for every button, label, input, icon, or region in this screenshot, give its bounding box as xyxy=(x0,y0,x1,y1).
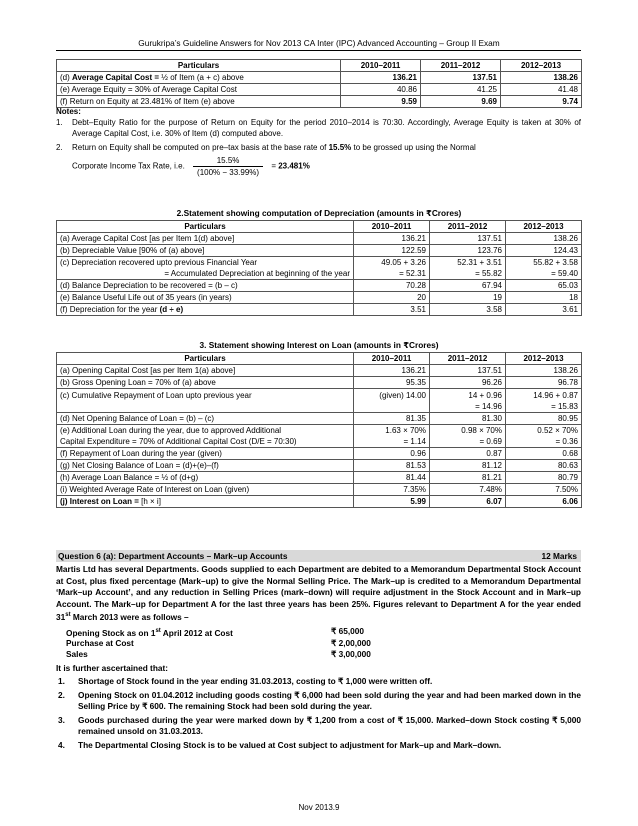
cell-value: 41.25 xyxy=(421,84,501,96)
formula-fraction xyxy=(193,155,263,178)
note-number: 1. xyxy=(56,118,63,127)
note-text: Debt–Equity Ratio for the purpose of Return on Equity for the period 2010–2014 is 70:30. Accordingly, Average Equity is taken at 30% of Average Capital Cost, i.e. 30% of Item (d) computed above. xyxy=(72,118,581,138)
tax-formula xyxy=(56,155,581,178)
formula-equals: = xyxy=(271,161,276,171)
cell-line: 0.52 × 70% xyxy=(537,426,578,435)
cell-value xyxy=(506,257,582,280)
list-text: Shortage of Stock found in the year ending 31.03.2013, costing to ₹ 1,000 were written off. xyxy=(78,676,433,687)
cell-value: 81.12 xyxy=(430,460,506,472)
para-sup: st xyxy=(65,612,71,618)
list-text: The Departmental Closing Stock is to be valued at Cost subject to adjustment for Mark–up and Mark–down. xyxy=(78,739,502,750)
question-paragraph xyxy=(56,564,581,623)
col-header: 2011–2012 xyxy=(430,221,506,233)
cell-line: = 15.83 xyxy=(551,401,578,411)
table-row xyxy=(57,257,582,280)
cell-line: = 52.31 xyxy=(399,269,426,278)
cell-value xyxy=(506,425,582,448)
figure-label-text: Opening Stock as on 1 xyxy=(66,628,156,639)
cell-line: 0.98 × 70% xyxy=(461,426,502,435)
table-row xyxy=(57,304,582,316)
table-row xyxy=(57,72,582,84)
label-pre: (d) xyxy=(60,73,72,82)
cell-value: 95.35 xyxy=(354,377,430,389)
interest-on-loan-table xyxy=(56,352,582,508)
table-row xyxy=(57,472,582,484)
para-text: Martis Ltd has several Departments. Goods supplied to each Department are debited to a Memorandum Departmental Stock Account at Cost, plus fixed percentage (Mark–up) to give the Normal Selling Price. The Mark–up is credited to a Memorandum Departmental ‘Mark–up Account’, and any reduction in Selling Prices (mark–down) will require adjustment in the Stock Account and in Mark–up Account. The Mark–up for Department A for the last three years has been 25%. Figures relevant to Department A for the year ended 31 xyxy=(56,564,581,622)
table-row xyxy=(57,389,582,413)
label-pre: (f) Depreciation for the year xyxy=(60,305,160,314)
row-label: (f) Return on Equity at 23.481% of Item (e) above xyxy=(57,96,341,108)
row-label xyxy=(57,72,341,84)
table-row xyxy=(57,365,582,377)
cell-line: = 55.82 xyxy=(475,269,502,278)
cell-value: 19 xyxy=(430,292,506,304)
col-header: 2010–2011 xyxy=(354,353,430,365)
cell-value: 5.99 xyxy=(354,496,430,508)
col-header: Particulars xyxy=(57,221,354,233)
label-post: ½ of Item (a + c) above xyxy=(159,73,244,82)
label-post: [h × i] xyxy=(138,497,161,506)
cell-value: 81.30 xyxy=(430,413,506,425)
figure-row xyxy=(56,649,581,661)
figure-label: Sales xyxy=(66,649,88,660)
note-text-bold: 15.5% xyxy=(328,143,352,152)
list-item xyxy=(56,690,581,713)
row-label: (i) Weighted Average Rate of Interest on Loan (given) xyxy=(57,484,354,496)
cell-value: 123.76 xyxy=(430,245,506,257)
row-label xyxy=(57,257,354,280)
row-label: (e) Balance Useful Life out of 35 years (in years) xyxy=(57,292,354,304)
cell-value: 122.59 xyxy=(354,245,430,257)
cell-value: 136.21 xyxy=(354,233,430,245)
row-label-line: Capital Expenditure = 70% of Additional Capital Cost (D/E = 70:30) xyxy=(60,437,297,446)
cell-value: 136.21 xyxy=(341,72,421,84)
cell-value: 80.79 xyxy=(506,472,582,484)
cell-value: 40.86 xyxy=(341,84,421,96)
figure-row xyxy=(56,638,581,650)
formula-label: Corporate Income Tax Rate, i.e. xyxy=(72,161,185,171)
cell-value: 41.48 xyxy=(501,84,582,96)
cell-value: 9.59 xyxy=(341,96,421,108)
cell-value: 81.35 xyxy=(354,413,430,425)
col-header: Particulars xyxy=(57,353,354,365)
para-text-post: March 2013 were as follows – xyxy=(70,611,189,622)
figure-label-sup: st xyxy=(155,628,161,635)
note-text-pre: Return on Equity shall be computed on pre–tax basis at the base rate of xyxy=(72,143,329,152)
row-label: (c) Cumulative Repayment of Loan upto previous year xyxy=(57,389,354,413)
cell-value: 9.69 xyxy=(421,96,501,108)
row-label-line: (c) Depreciation recovered upto previous Financial Year xyxy=(60,258,257,267)
table-row xyxy=(57,425,582,448)
cell-line: = 1.14 xyxy=(403,437,426,446)
cell-value xyxy=(430,389,506,413)
list-number: 3. xyxy=(58,714,65,725)
formula-result: 23.481% xyxy=(278,161,310,171)
note-item xyxy=(56,142,581,153)
col-header: 2012–2013 xyxy=(506,221,582,233)
table-row xyxy=(57,280,582,292)
cell-value xyxy=(430,257,506,280)
row-label: (a) Average Capital Cost [as per Item 1(d) above] xyxy=(57,233,354,245)
cell-value: 96.78 xyxy=(506,377,582,389)
table-header-row xyxy=(57,221,582,233)
header-rule xyxy=(56,50,581,51)
cell-line: = 14.96 xyxy=(475,401,502,411)
table-row xyxy=(57,460,582,472)
list-text: Goods purchased during the year were marked down by ₹ 1,200 from a cost of ₹ 15,000. Marked–down Stock costing ₹ 5,000 remained unsold on 31.03.2013. xyxy=(78,714,581,737)
cell-value: 0.96 xyxy=(354,448,430,460)
cell-value: 81.44 xyxy=(354,472,430,484)
cell-value: 3.58 xyxy=(430,304,506,316)
col-header: 2010–2011 xyxy=(354,221,430,233)
cell-value: 18 xyxy=(506,292,582,304)
col-header: 2012–2013 xyxy=(501,60,582,72)
cell-value: 6.06 xyxy=(506,496,582,508)
cell-value: 67.94 xyxy=(430,280,506,292)
cell-value xyxy=(354,425,430,448)
question-body xyxy=(56,564,581,751)
figure-value: ₹ 3,00,000 xyxy=(331,649,371,660)
cell-value xyxy=(354,257,430,280)
row-label: (e) Average Equity = 30% of Average Capital Cost xyxy=(57,84,341,96)
question-title: Question 6 (a): Department Accounts – Mark–up Accounts xyxy=(58,551,288,561)
cell-value: 80.95 xyxy=(506,413,582,425)
notes-section xyxy=(56,106,581,178)
cell-line: 14 + 0.96 xyxy=(468,390,502,400)
label-bold: (j) Interest on Loan = xyxy=(60,497,139,506)
list-number: 4. xyxy=(58,739,65,750)
row-label: (b) Depreciable Value [90% of (a) above] xyxy=(57,245,354,257)
cell-value: 0.87 xyxy=(430,448,506,460)
cell-value: 3.61 xyxy=(506,304,582,316)
table-row xyxy=(57,292,582,304)
figure-value: ₹ 2,00,000 xyxy=(331,637,371,648)
cell-line: 52.31 + 3.51 xyxy=(457,258,502,267)
table-header-row xyxy=(57,353,582,365)
cell-line: 49.05 + 3.26 xyxy=(381,258,426,267)
depreciation-table xyxy=(56,220,582,316)
col-header: 2011–2012 xyxy=(421,60,501,72)
cell-value: 124.43 xyxy=(506,245,582,257)
row-label xyxy=(57,496,354,508)
figures-list xyxy=(56,626,581,661)
cell-value: 138.26 xyxy=(506,365,582,377)
cell-line: (given) 14.00 xyxy=(379,391,426,400)
cell-value: 7.35% xyxy=(354,484,430,496)
question-marks: 12 Marks xyxy=(541,551,577,561)
cell-value: 6.07 xyxy=(430,496,506,508)
figure-row xyxy=(56,626,581,638)
figure-label: Purchase at Cost xyxy=(66,637,134,648)
cell-value: 138.26 xyxy=(506,233,582,245)
return-on-equity-table xyxy=(56,59,582,108)
table-row xyxy=(57,377,582,389)
cell-line: = 0.69 xyxy=(479,437,502,446)
cell-value: 70.28 xyxy=(354,280,430,292)
list-item xyxy=(56,715,581,738)
cell-value: 137.51 xyxy=(430,233,506,245)
cell-value: 80.63 xyxy=(506,460,582,472)
list-number: 1. xyxy=(58,676,65,687)
table-row xyxy=(57,484,582,496)
note-number: 2. xyxy=(56,143,63,152)
cell-line: 14.96 + 0.87 xyxy=(533,390,578,400)
row-label-line: (e) Additional Loan during the year, due to approved Additional xyxy=(60,426,282,435)
running-header: Gurukripa’s Guideline Answers for Nov 2013 CA Inter (IPC) Advanced Accounting – Group II Exam xyxy=(138,38,500,48)
formula-numerator: 15.5% xyxy=(193,155,263,167)
list-text: Opening Stock on 01.04.2012 including goods costing ₹ 6,000 had been sold during the year and had been marked down in the Selling Price by ₹ 600. The remaining Stock had been sold during the year. xyxy=(78,689,581,712)
formula-denominator: (100% − 33.99%) xyxy=(197,168,260,177)
cell-value: 7.48% xyxy=(430,484,506,496)
cell-line: 1.63 × 70% xyxy=(385,426,426,435)
cell-value: 81.21 xyxy=(430,472,506,484)
cell-value xyxy=(354,389,430,413)
row-label xyxy=(57,425,354,448)
cell-line: = 59.40 xyxy=(551,269,578,278)
cell-line: = 0.36 xyxy=(555,437,578,446)
cell-value: 3.51 xyxy=(354,304,430,316)
row-label: (a) Opening Capital Cost [as per Item 1(a) above] xyxy=(57,365,354,377)
depreciation-table-title: 2.Statement showing computation of Depreciation (amounts in ₹Crores) xyxy=(176,208,462,218)
list-item xyxy=(56,676,581,688)
table-row xyxy=(57,413,582,425)
cell-line: 55.82 + 3.58 xyxy=(533,258,578,267)
figure-label-post: April 2012 at Cost xyxy=(160,628,233,639)
row-label: (g) Net Closing Balance of Loan = (d)+(e)–(f) xyxy=(57,460,354,472)
row-label-line: = Accumulated Depreciation at beginning of the year xyxy=(164,269,350,278)
col-header: 2012–2013 xyxy=(506,353,582,365)
cell-value: 7.50% xyxy=(506,484,582,496)
table-row xyxy=(57,245,582,257)
list-item xyxy=(56,740,581,752)
cell-value: 0.68 xyxy=(506,448,582,460)
table-row xyxy=(57,233,582,245)
col-header: Particulars xyxy=(57,60,341,72)
notes-title: Notes: xyxy=(56,107,81,116)
cell-value: 137.51 xyxy=(430,365,506,377)
interest-table-title: 3. Statement showing Interest on Loan (amounts in ₹Crores) xyxy=(199,340,439,350)
cell-value: 20 xyxy=(354,292,430,304)
label-bold: Average Capital Cost = xyxy=(72,73,160,82)
table-row xyxy=(57,496,582,508)
cell-value: 137.51 xyxy=(421,72,501,84)
note-text-post: to be grossed up using the Normal xyxy=(351,143,476,152)
table-header-row xyxy=(57,60,582,72)
cell-value: 9.74 xyxy=(501,96,582,108)
row-label: (d) Balance Depreciation to be recovered = (b – c) xyxy=(57,280,354,292)
table-row xyxy=(57,84,582,96)
cell-value: 65.03 xyxy=(506,280,582,292)
row-label: (f) Repayment of Loan during the year (given) xyxy=(57,448,354,460)
question-title-bar xyxy=(56,550,581,562)
further-heading: It is further ascertained that: xyxy=(56,662,169,673)
row-label: (b) Gross Opening Loan = 70% of (a) above xyxy=(57,377,354,389)
note-item xyxy=(56,117,581,139)
list-number: 2. xyxy=(58,689,65,700)
label-bold: (d ÷ e) xyxy=(159,305,184,314)
row-label xyxy=(57,304,354,316)
row-label: (d) Net Opening Balance of Loan = (b) – (c) xyxy=(57,413,354,425)
cell-value: 136.21 xyxy=(354,365,430,377)
cell-value: 138.26 xyxy=(501,72,582,84)
cell-value xyxy=(506,389,582,413)
col-header: 2010–2011 xyxy=(341,60,421,72)
cell-value: 96.26 xyxy=(430,377,506,389)
cell-value xyxy=(430,425,506,448)
cell-value: 81.53 xyxy=(354,460,430,472)
page-footer: Nov 2013.9 xyxy=(298,803,340,812)
figure-value: ₹ 65,000 xyxy=(331,626,364,637)
row-label: (h) Average Loan Balance = ½ of (d+g) xyxy=(57,472,354,484)
col-header: 2011–2012 xyxy=(430,353,506,365)
table-row xyxy=(57,448,582,460)
